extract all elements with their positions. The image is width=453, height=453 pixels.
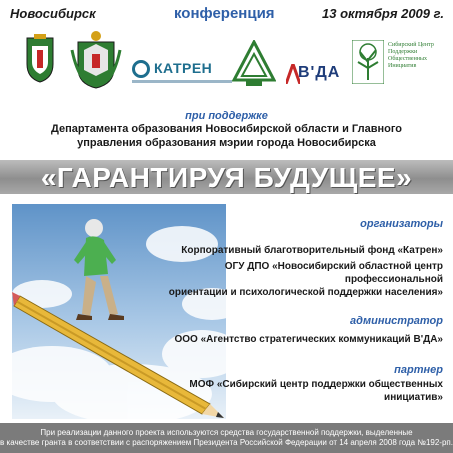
title-band bbox=[0, 160, 453, 194]
footer-line-2: в качестве гранта в соответствии с распоряжением Президента Российской Федерации от 14 апреля 2008 года №192-рп. bbox=[0, 438, 453, 447]
roles-block bbox=[140, 218, 443, 404]
novosibirsk-city-emblem-icon bbox=[70, 30, 122, 90]
header-bar bbox=[0, 0, 453, 28]
vda-name: В'ДА bbox=[298, 64, 341, 81]
tree-icon bbox=[352, 40, 384, 84]
katren-underline bbox=[132, 80, 232, 83]
support-block bbox=[0, 110, 453, 150]
partner-name: МОФ «Сибирский центр поддержки общественных инициатив» bbox=[189, 379, 443, 403]
support-lead: при поддержке bbox=[185, 110, 268, 122]
support-line-2: управления образования мэрии города Новосибирска bbox=[77, 137, 376, 149]
partner-label: партнер bbox=[394, 364, 443, 376]
katren-logo bbox=[132, 58, 226, 88]
sib-centre-text: Сибирский Центр Поддержки Общественных Инициатив bbox=[388, 42, 434, 69]
katren-name: КАТРЕН bbox=[154, 60, 213, 76]
administrator-name: ООО «Агентство стратегических коммуникаций В'ДА» bbox=[174, 334, 443, 345]
sib-centre-logo bbox=[352, 40, 448, 92]
city-name: Новосибирск bbox=[10, 6, 96, 21]
footer-line-1: При реализации данного проекта используются средства государственной поддержки, выделенные bbox=[40, 428, 413, 437]
organizers-label: организаторы bbox=[360, 218, 443, 230]
event-type: конференция bbox=[174, 5, 275, 22]
conference-title: «ГАРАНТИРУЯ БУДУЩЕЕ» bbox=[40, 162, 413, 193]
organizer-centre-line-1: ОГУ ДПО «Новосибирский областной центр профессиональной bbox=[224, 261, 443, 285]
katren-mark-icon bbox=[132, 60, 150, 78]
support-line-1: Департамента образования Новосибирской области и Главного bbox=[51, 123, 402, 135]
logo-row bbox=[0, 28, 453, 108]
career-centre-logo-icon bbox=[232, 40, 276, 88]
vda-logo bbox=[286, 62, 346, 88]
organizer-katren: Корпоративный благотворительный фонд «Катрен» bbox=[181, 245, 443, 256]
event-date: 13 октября 2009 г. bbox=[322, 6, 444, 21]
administrator-label: администратор bbox=[350, 315, 443, 327]
footer-grant-note bbox=[0, 423, 453, 453]
organizer-centre-line-2: ориентации и психологической поддержки населения» bbox=[168, 287, 443, 298]
novosibirsk-oblast-emblem-icon bbox=[24, 34, 56, 84]
